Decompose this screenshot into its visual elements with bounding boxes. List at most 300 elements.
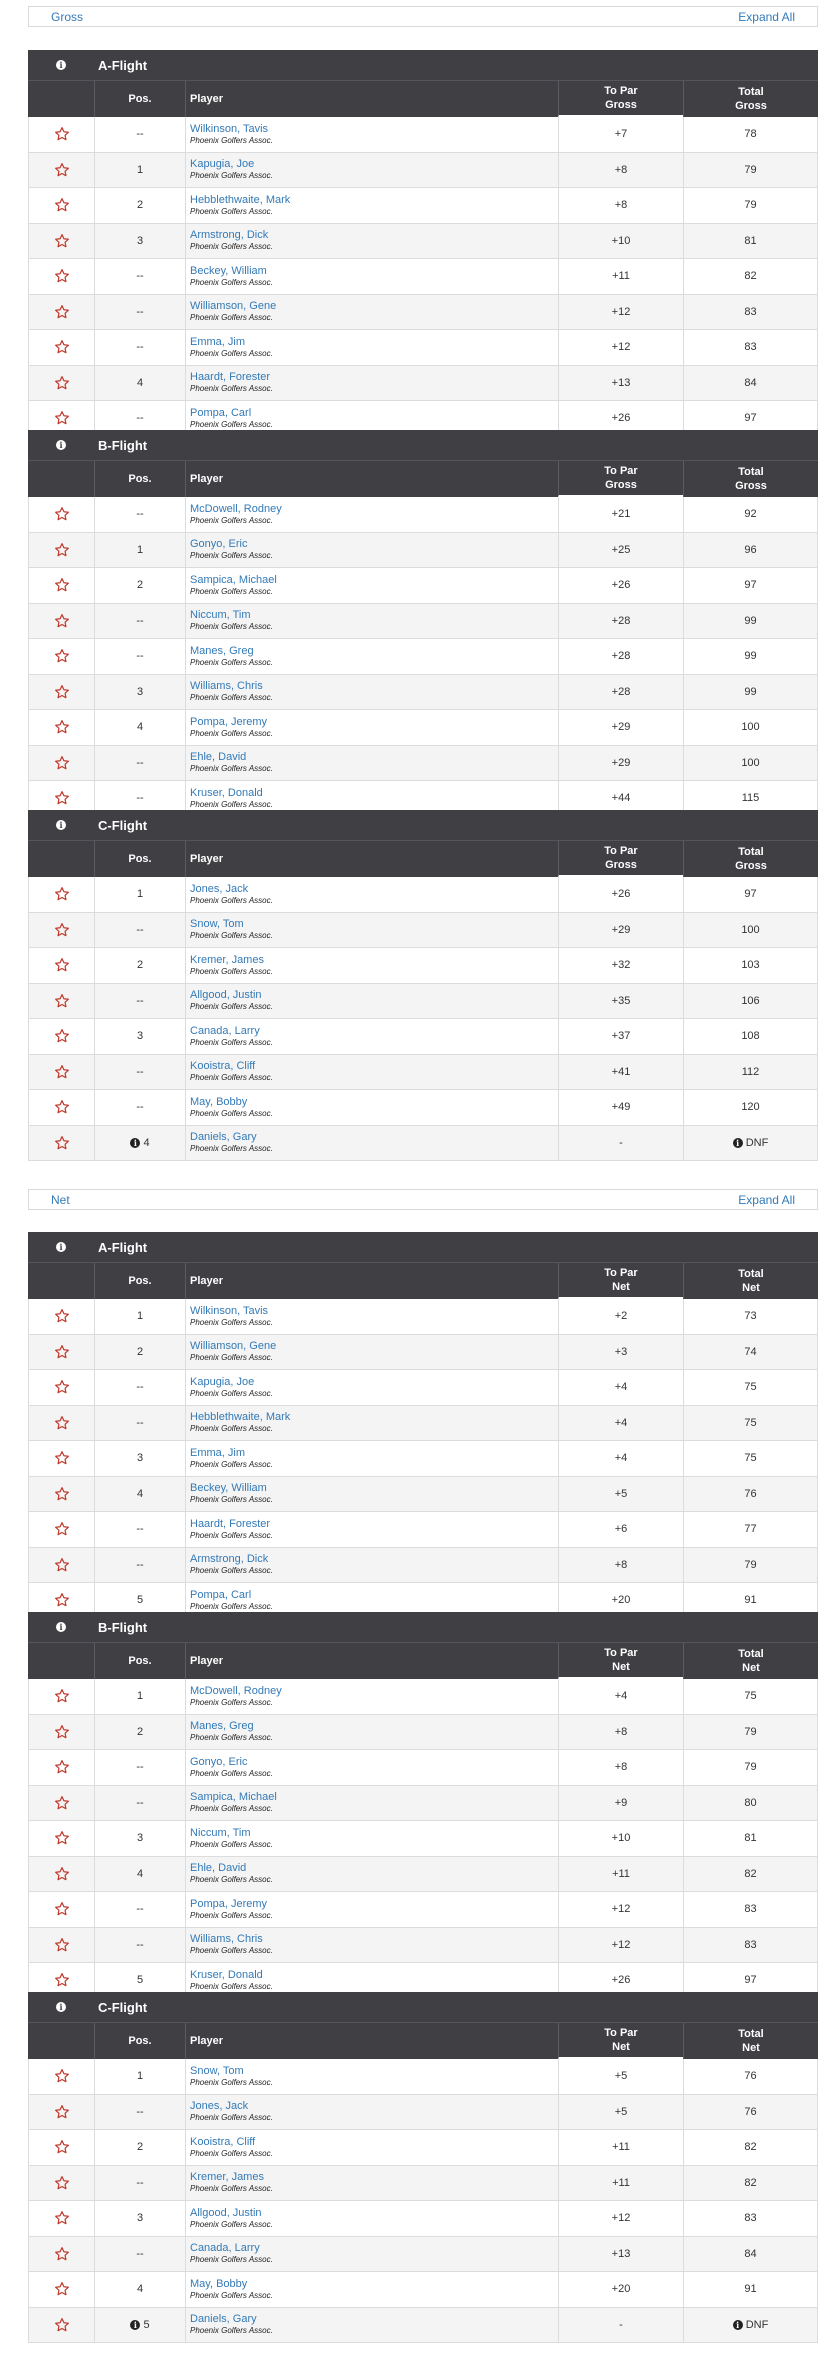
total-value: 99: [744, 614, 757, 627]
star-icon[interactable]: [54, 2068, 70, 2084]
star-icon[interactable]: [54, 2246, 70, 2262]
favorite-toggle[interactable]: [28, 1548, 94, 1583]
favorite-toggle[interactable]: [28, 877, 94, 912]
star-icon[interactable]: [54, 506, 70, 522]
table-row[interactable]: [28, 1786, 818, 1822]
player-name-link[interactable]: Kruser, Donald: [190, 1968, 263, 1981]
player-name-link[interactable]: Niccum, Tim: [190, 1826, 251, 1839]
favorite-toggle[interactable]: [28, 2166, 94, 2201]
player-name-link[interactable]: Jones, Jack: [190, 2100, 249, 2113]
col-topar-header[interactable]: To Par Net: [558, 2023, 683, 2059]
col-topar-header[interactable]: To Par Net: [558, 1643, 683, 1679]
flight-info[interactable]: [28, 820, 94, 830]
player-name-link[interactable]: Pompa, Carl: [190, 1588, 252, 1601]
info-icon[interactable]: i: [733, 1138, 743, 1148]
col-pos-header[interactable]: Pos.: [94, 1263, 185, 1299]
to-par: +26: [558, 568, 683, 603]
col-topar-header[interactable]: To Par Gross: [558, 81, 683, 117]
table-row[interactable]: [28, 295, 818, 331]
info-icon[interactable]: i: [56, 1622, 66, 1632]
star-icon[interactable]: [54, 922, 70, 938]
total-value: 76: [744, 1487, 757, 1500]
col-pos-header[interactable]: Pos.: [94, 1643, 185, 1679]
to-par: -: [558, 1126, 683, 1161]
table-row[interactable]: [28, 1370, 818, 1406]
player-name-link[interactable]: Emma, Jim: [190, 335, 245, 348]
favorite-toggle[interactable]: [28, 913, 94, 948]
player-name-link[interactable]: Hebblethwaite, Mark: [190, 1411, 291, 1424]
star-icon[interactable]: [54, 1450, 70, 1466]
star-icon[interactable]: [54, 162, 70, 178]
col-total-header[interactable]: Total Net: [683, 1643, 818, 1679]
table-row[interactable]: [28, 259, 818, 295]
player-name-link[interactable]: Emma, Jim: [190, 1446, 245, 1459]
table-row[interactable]: [28, 1548, 818, 1584]
star-icon[interactable]: [54, 1344, 70, 1360]
favorite-toggle[interactable]: [28, 1477, 94, 1512]
player-name-link[interactable]: Snow, Tom: [190, 918, 244, 931]
favorite-toggle[interactable]: [28, 1750, 94, 1785]
table-row[interactable]: [28, 1299, 818, 1335]
section-label[interactable]: Net: [51, 1192, 70, 1207]
star-icon[interactable]: [54, 126, 70, 142]
star-icon[interactable]: [54, 1759, 70, 1775]
to-par: +29: [558, 710, 683, 745]
total-value: 97: [744, 412, 757, 425]
star-icon[interactable]: [54, 1486, 70, 1502]
to-par: +35: [558, 984, 683, 1019]
table-row[interactable]: [28, 604, 818, 640]
favorite-toggle[interactable]: [28, 1055, 94, 1090]
col-player-header[interactable]: Player: [185, 461, 558, 497]
info-icon[interactable]: i: [56, 1242, 66, 1252]
player-name-link[interactable]: Canada, Larry: [190, 1024, 260, 1037]
player-name-link[interactable]: Kruser, Donald: [190, 786, 263, 799]
star-icon[interactable]: [54, 2139, 70, 2155]
player-association: Phoenix Golfers Assoc.: [190, 622, 273, 632]
player-name-link[interactable]: Wilkinson, Tavis: [190, 1304, 269, 1317]
star-icon[interactable]: [54, 1795, 70, 1811]
flight-info[interactable]: [28, 1242, 94, 1252]
favorite-toggle[interactable]: [28, 259, 94, 294]
favorite-toggle[interactable]: [28, 117, 94, 152]
star-icon[interactable]: [54, 1099, 70, 1115]
position: [94, 224, 185, 259]
to-par: +4: [558, 1370, 683, 1405]
player-name-link[interactable]: Allgood, Justin: [190, 989, 262, 1002]
player-name-link[interactable]: Jones, Jack: [190, 882, 249, 895]
info-icon[interactable]: i: [130, 2320, 140, 2330]
star-icon[interactable]: [54, 790, 70, 806]
star-icon[interactable]: [54, 410, 70, 426]
to-par: +20: [558, 1583, 683, 1618]
flight-header: [28, 50, 818, 80]
table-row[interactable]: [28, 1477, 818, 1513]
favorite-toggle[interactable]: [28, 1679, 94, 1714]
player-name-link[interactable]: Kremer, James: [190, 2171, 264, 2184]
favorite-toggle[interactable]: [28, 2237, 94, 2272]
total-score: [683, 1892, 818, 1927]
favorite-toggle[interactable]: [28, 2059, 94, 2094]
info-icon[interactable]: i: [130, 1138, 140, 1148]
table-row[interactable]: [28, 153, 818, 189]
table-row[interactable]: [28, 1019, 818, 1055]
table-row[interactable]: [28, 1892, 818, 1928]
player-name-link[interactable]: May, Bobby: [190, 2277, 248, 2290]
player-name-link[interactable]: Kooistra, Cliff: [190, 1060, 256, 1073]
star-icon[interactable]: [54, 542, 70, 558]
expand-all-link[interactable]: Expand All: [738, 9, 795, 24]
position-value: --: [136, 508, 144, 521]
player-association: Phoenix Golfers Assoc.: [190, 384, 273, 394]
col-player-header[interactable]: Player: [185, 1643, 558, 1679]
favorite-toggle[interactable]: [28, 2095, 94, 2130]
position-value: --: [136, 756, 144, 769]
player-name-link[interactable]: McDowell, Rodney: [190, 502, 282, 515]
star-icon[interactable]: [54, 233, 70, 249]
col-pos-header[interactable]: Pos.: [94, 2023, 185, 2059]
col-total-header[interactable]: Total Net: [683, 2023, 818, 2059]
total-value: 79: [744, 199, 757, 212]
favorite-toggle[interactable]: [28, 710, 94, 745]
to-par: +11: [558, 259, 683, 294]
table-row[interactable]: [28, 2308, 818, 2344]
to-par: +10: [558, 224, 683, 259]
player-name-link[interactable]: Wilkinson, Tavis: [190, 122, 269, 135]
position-value: --: [136, 1761, 144, 1774]
favorite-toggle[interactable]: [28, 1512, 94, 1547]
player-cell: [185, 710, 558, 745]
player-name-link[interactable]: Williams, Chris: [190, 680, 263, 693]
player-name-link[interactable]: Armstrong, Dick: [190, 229, 269, 242]
total-value: 80: [744, 1796, 757, 1809]
star-icon[interactable]: [54, 1135, 70, 1151]
table-row[interactable]: [28, 639, 818, 675]
flight-info[interactable]: [28, 2002, 94, 2012]
star-icon[interactable]: [54, 1724, 70, 1740]
table-row[interactable]: [28, 913, 818, 949]
favorite-toggle[interactable]: [28, 188, 94, 223]
player-name-link[interactable]: Hebblethwaite, Mark: [190, 193, 291, 206]
favorite-toggle[interactable]: [28, 153, 94, 188]
table-row[interactable]: [28, 984, 818, 1020]
player-name-link[interactable]: May, Bobby: [190, 1095, 248, 1108]
favorite-toggle[interactable]: [28, 1370, 94, 1405]
col-total-header[interactable]: Total Gross: [683, 461, 818, 497]
favorite-toggle[interactable]: [28, 366, 94, 401]
total-value: 75: [744, 1452, 757, 1465]
star-icon[interactable]: [54, 1308, 70, 1324]
star-icon[interactable]: [54, 648, 70, 664]
player-name-link[interactable]: Armstrong, Dick: [190, 1553, 269, 1566]
table-row[interactable]: [28, 1821, 818, 1857]
col-topar-header[interactable]: To Par Gross: [558, 461, 683, 497]
player-name-link[interactable]: Snow, Tom: [190, 2064, 244, 2077]
star-icon[interactable]: [54, 1521, 70, 1537]
star-icon[interactable]: [54, 197, 70, 213]
player-name-link[interactable]: Gonyo, Eric: [190, 1755, 248, 1768]
col-player-header[interactable]: Player: [185, 2023, 558, 2059]
star-icon[interactable]: [54, 684, 70, 700]
player-name-link[interactable]: Kapugia, Joe: [190, 158, 255, 171]
info-icon[interactable]: i: [56, 820, 66, 830]
position: [94, 568, 185, 603]
star-icon[interactable]: [54, 613, 70, 629]
table-row[interactable]: [28, 1441, 818, 1477]
favorite-toggle[interactable]: [28, 1299, 94, 1334]
total-score: [683, 948, 818, 983]
favorite-toggle[interactable]: [28, 604, 94, 639]
table-row[interactable]: [28, 1857, 818, 1893]
player-cell: [185, 1335, 558, 1370]
total-value: 92: [744, 508, 757, 521]
favorite-toggle[interactable]: [28, 1019, 94, 1054]
col-total-header[interactable]: Total Net: [683, 1263, 818, 1299]
favorite-toggle[interactable]: [28, 1928, 94, 1963]
star-icon[interactable]: [54, 1866, 70, 1882]
player-name-link[interactable]: Kooistra, Cliff: [190, 2135, 256, 2148]
player-name-link[interactable]: Daniels, Gary: [190, 1131, 257, 1144]
table-row[interactable]: [28, 330, 818, 366]
favorite-toggle[interactable]: [28, 1441, 94, 1476]
table-row[interactable]: [28, 1055, 818, 1091]
table-row[interactable]: [28, 1126, 818, 1162]
flight-info[interactable]: [28, 1622, 94, 1632]
favorite-toggle[interactable]: [28, 675, 94, 710]
position: [94, 1715, 185, 1750]
star-icon[interactable]: [54, 1064, 70, 1080]
player-name-link[interactable]: Beckey, William: [190, 1482, 267, 1495]
star-icon[interactable]: [54, 755, 70, 771]
table-row[interactable]: [28, 1406, 818, 1442]
position-value: 4: [136, 376, 144, 389]
table-row[interactable]: [28, 2095, 818, 2131]
favorite-toggle[interactable]: [28, 330, 94, 365]
table-row[interactable]: [28, 568, 818, 604]
table-row[interactable]: [28, 533, 818, 569]
star-icon[interactable]: [54, 1937, 70, 1953]
position: [94, 984, 185, 1019]
table-row[interactable]: [28, 1512, 818, 1548]
player-cell: [185, 1406, 558, 1441]
favorite-toggle[interactable]: [28, 224, 94, 259]
table-row[interactable]: [28, 366, 818, 402]
player-name-link[interactable]: Manes, Greg: [190, 644, 254, 657]
position-value: --: [136, 1065, 144, 1078]
player-name-link[interactable]: Gonyo, Eric: [190, 538, 248, 551]
info-icon[interactable]: i: [56, 440, 66, 450]
player-name-link[interactable]: Sampica, Michael: [190, 1791, 277, 1804]
favorite-toggle[interactable]: [28, 568, 94, 603]
player-name-link[interactable]: Ehle, David: [190, 1862, 247, 1875]
flight-info[interactable]: [28, 60, 94, 70]
favorite-toggle[interactable]: [28, 1715, 94, 1750]
star-icon[interactable]: [54, 1592, 70, 1608]
favorite-toggle[interactable]: [28, 533, 94, 568]
table-row[interactable]: [28, 1090, 818, 1126]
flight-table: [28, 50, 818, 437]
star-icon[interactable]: [54, 577, 70, 593]
star-icon[interactable]: [54, 1557, 70, 1573]
player-cell: [185, 117, 558, 152]
favorite-toggle[interactable]: [28, 1406, 94, 1441]
col-total-header[interactable]: Total Gross: [683, 841, 818, 877]
col-player-header[interactable]: Player: [185, 841, 558, 877]
star-icon[interactable]: [54, 2317, 70, 2333]
player-association: Phoenix Golfers Assoc.: [190, 1733, 273, 1743]
star-icon[interactable]: [54, 1415, 70, 1431]
table-row[interactable]: [28, 1928, 818, 1964]
star-icon[interactable]: [54, 304, 70, 320]
table-row[interactable]: [28, 2237, 818, 2273]
star-icon[interactable]: [54, 375, 70, 391]
favorite-toggle[interactable]: [28, 2308, 94, 2343]
table-row[interactable]: [28, 2166, 818, 2202]
star-icon[interactable]: [54, 957, 70, 973]
favorite-toggle[interactable]: [28, 1892, 94, 1927]
section-label[interactable]: Gross: [51, 9, 84, 24]
table-row[interactable]: [28, 1335, 818, 1371]
player-name-link[interactable]: Pompa, Jeremy: [190, 1897, 268, 1910]
favorite-toggle[interactable]: [28, 1126, 94, 1161]
col-player-header[interactable]: Player: [185, 81, 558, 117]
player-association: Phoenix Golfers Assoc.: [190, 764, 273, 774]
favorite-toggle[interactable]: [28, 1090, 94, 1125]
player-association: Phoenix Golfers Assoc.: [190, 1566, 273, 1576]
table-row[interactable]: [28, 746, 818, 782]
player-name-link[interactable]: Haardt, Forester: [190, 371, 271, 384]
star-icon[interactable]: [54, 1830, 70, 1846]
player-name-link[interactable]: Allgood, Justin: [190, 2206, 262, 2219]
player-name-link[interactable]: Niccum, Tim: [190, 609, 251, 622]
table-row[interactable]: [28, 2201, 818, 2237]
table-row[interactable]: [28, 710, 818, 746]
player-cell: [185, 1370, 558, 1405]
favorite-toggle[interactable]: [28, 1786, 94, 1821]
col-pos-header[interactable]: Pos.: [94, 841, 185, 877]
player-cell: [185, 877, 558, 912]
favorite-toggle[interactable]: [28, 497, 94, 532]
total-value: 78: [744, 128, 757, 141]
player-name-link[interactable]: Daniels, Gary: [190, 2313, 257, 2326]
star-icon[interactable]: [54, 2281, 70, 2297]
col-pos-header[interactable]: Pos.: [94, 81, 185, 117]
expand-all-link[interactable]: Expand All: [738, 1192, 795, 1207]
player-name-link[interactable]: Williamson, Gene: [190, 300, 277, 313]
player-association: Phoenix Golfers Assoc.: [190, 693, 273, 703]
table-row[interactable]: [28, 1750, 818, 1786]
player-name-link[interactable]: Pompa, Carl: [190, 406, 252, 419]
total-value: 74: [744, 1345, 757, 1358]
player-association: Phoenix Golfers Assoc.: [190, 1530, 273, 1540]
col-topar-header[interactable]: To Par Net: [558, 1263, 683, 1299]
flight-info[interactable]: [28, 440, 94, 450]
table-row[interactable]: [28, 1715, 818, 1751]
star-icon[interactable]: [54, 1379, 70, 1395]
table-row[interactable]: [28, 2272, 818, 2308]
star-icon[interactable]: [54, 719, 70, 735]
table-row[interactable]: [28, 675, 818, 711]
to-par: +12: [558, 330, 683, 365]
table-row[interactable]: [28, 117, 818, 153]
favorite-toggle[interactable]: [28, 984, 94, 1019]
player-name-link[interactable]: Sampica, Michael: [190, 573, 277, 586]
player-name-link[interactable]: Haardt, Forester: [190, 1517, 271, 1530]
table-row[interactable]: [28, 877, 818, 913]
flight-title: A-Flight: [98, 57, 148, 73]
player-name-link[interactable]: Kapugia, Joe: [190, 1375, 255, 1388]
total-value: 82: [744, 1867, 757, 1880]
star-icon[interactable]: [54, 2104, 70, 2120]
star-icon[interactable]: [54, 2210, 70, 2226]
favorite-toggle[interactable]: [28, 1857, 94, 1892]
position-value: --: [136, 1416, 144, 1429]
player-name-link[interactable]: Beckey, William: [190, 264, 267, 277]
info-icon[interactable]: i: [56, 60, 66, 70]
table-row[interactable]: [28, 188, 818, 224]
player-name-link[interactable]: Ehle, David: [190, 751, 247, 764]
flight-title: C-Flight: [98, 1999, 148, 2015]
star-icon[interactable]: [54, 339, 70, 355]
table-row[interactable]: [28, 2059, 818, 2095]
player-cell: [185, 2166, 558, 2201]
favorite-toggle[interactable]: [28, 2130, 94, 2165]
col-topar-header[interactable]: To Par Gross: [558, 841, 683, 877]
favorite-toggle[interactable]: [28, 1335, 94, 1370]
favorite-toggle[interactable]: [28, 948, 94, 983]
flight-header: [28, 1612, 818, 1642]
favorite-toggle[interactable]: [28, 1821, 94, 1856]
player-name-link[interactable]: Williamson, Gene: [190, 1340, 277, 1353]
col-player-header[interactable]: Player: [185, 1263, 558, 1299]
col-pos-header[interactable]: Pos.: [94, 461, 185, 497]
position-value: --: [136, 2247, 144, 2260]
player-name-link[interactable]: Kremer, James: [190, 953, 264, 966]
star-icon[interactable]: [54, 268, 70, 284]
table-row[interactable]: [28, 1679, 818, 1715]
player-name-link[interactable]: Manes, Greg: [190, 1720, 254, 1733]
player-name-link[interactable]: McDowell, Rodney: [190, 1684, 282, 1697]
col-favorite-header: [28, 1263, 94, 1299]
star-icon[interactable]: [54, 1901, 70, 1917]
star-icon[interactable]: [54, 1972, 70, 1988]
star-icon[interactable]: [54, 886, 70, 902]
table-row[interactable]: [28, 948, 818, 984]
player-association: Phoenix Golfers Assoc.: [190, 2184, 273, 2194]
info-icon[interactable]: i: [733, 2320, 743, 2330]
favorite-toggle[interactable]: [28, 295, 94, 330]
favorite-toggle[interactable]: [28, 2201, 94, 2236]
favorite-toggle[interactable]: [28, 746, 94, 781]
star-icon[interactable]: [54, 993, 70, 1009]
favorite-toggle[interactable]: [28, 2272, 94, 2307]
position-value: --: [136, 923, 144, 936]
player-name-link[interactable]: Williams, Chris: [190, 1933, 263, 1946]
favorite-toggle[interactable]: [28, 639, 94, 674]
table-row[interactable]: [28, 497, 818, 533]
table-row[interactable]: [28, 224, 818, 260]
star-icon[interactable]: [54, 2175, 70, 2191]
player-name-link[interactable]: Canada, Larry: [190, 2242, 260, 2255]
star-icon[interactable]: [54, 1028, 70, 1044]
player-name-link[interactable]: Pompa, Jeremy: [190, 715, 268, 728]
info-icon[interactable]: i: [56, 2002, 66, 2012]
position: [94, 1786, 185, 1821]
total-value: 77: [744, 1523, 757, 1536]
col-total-header[interactable]: Total Gross: [683, 81, 818, 117]
table-row[interactable]: [28, 2130, 818, 2166]
star-icon[interactable]: [54, 1688, 70, 1704]
